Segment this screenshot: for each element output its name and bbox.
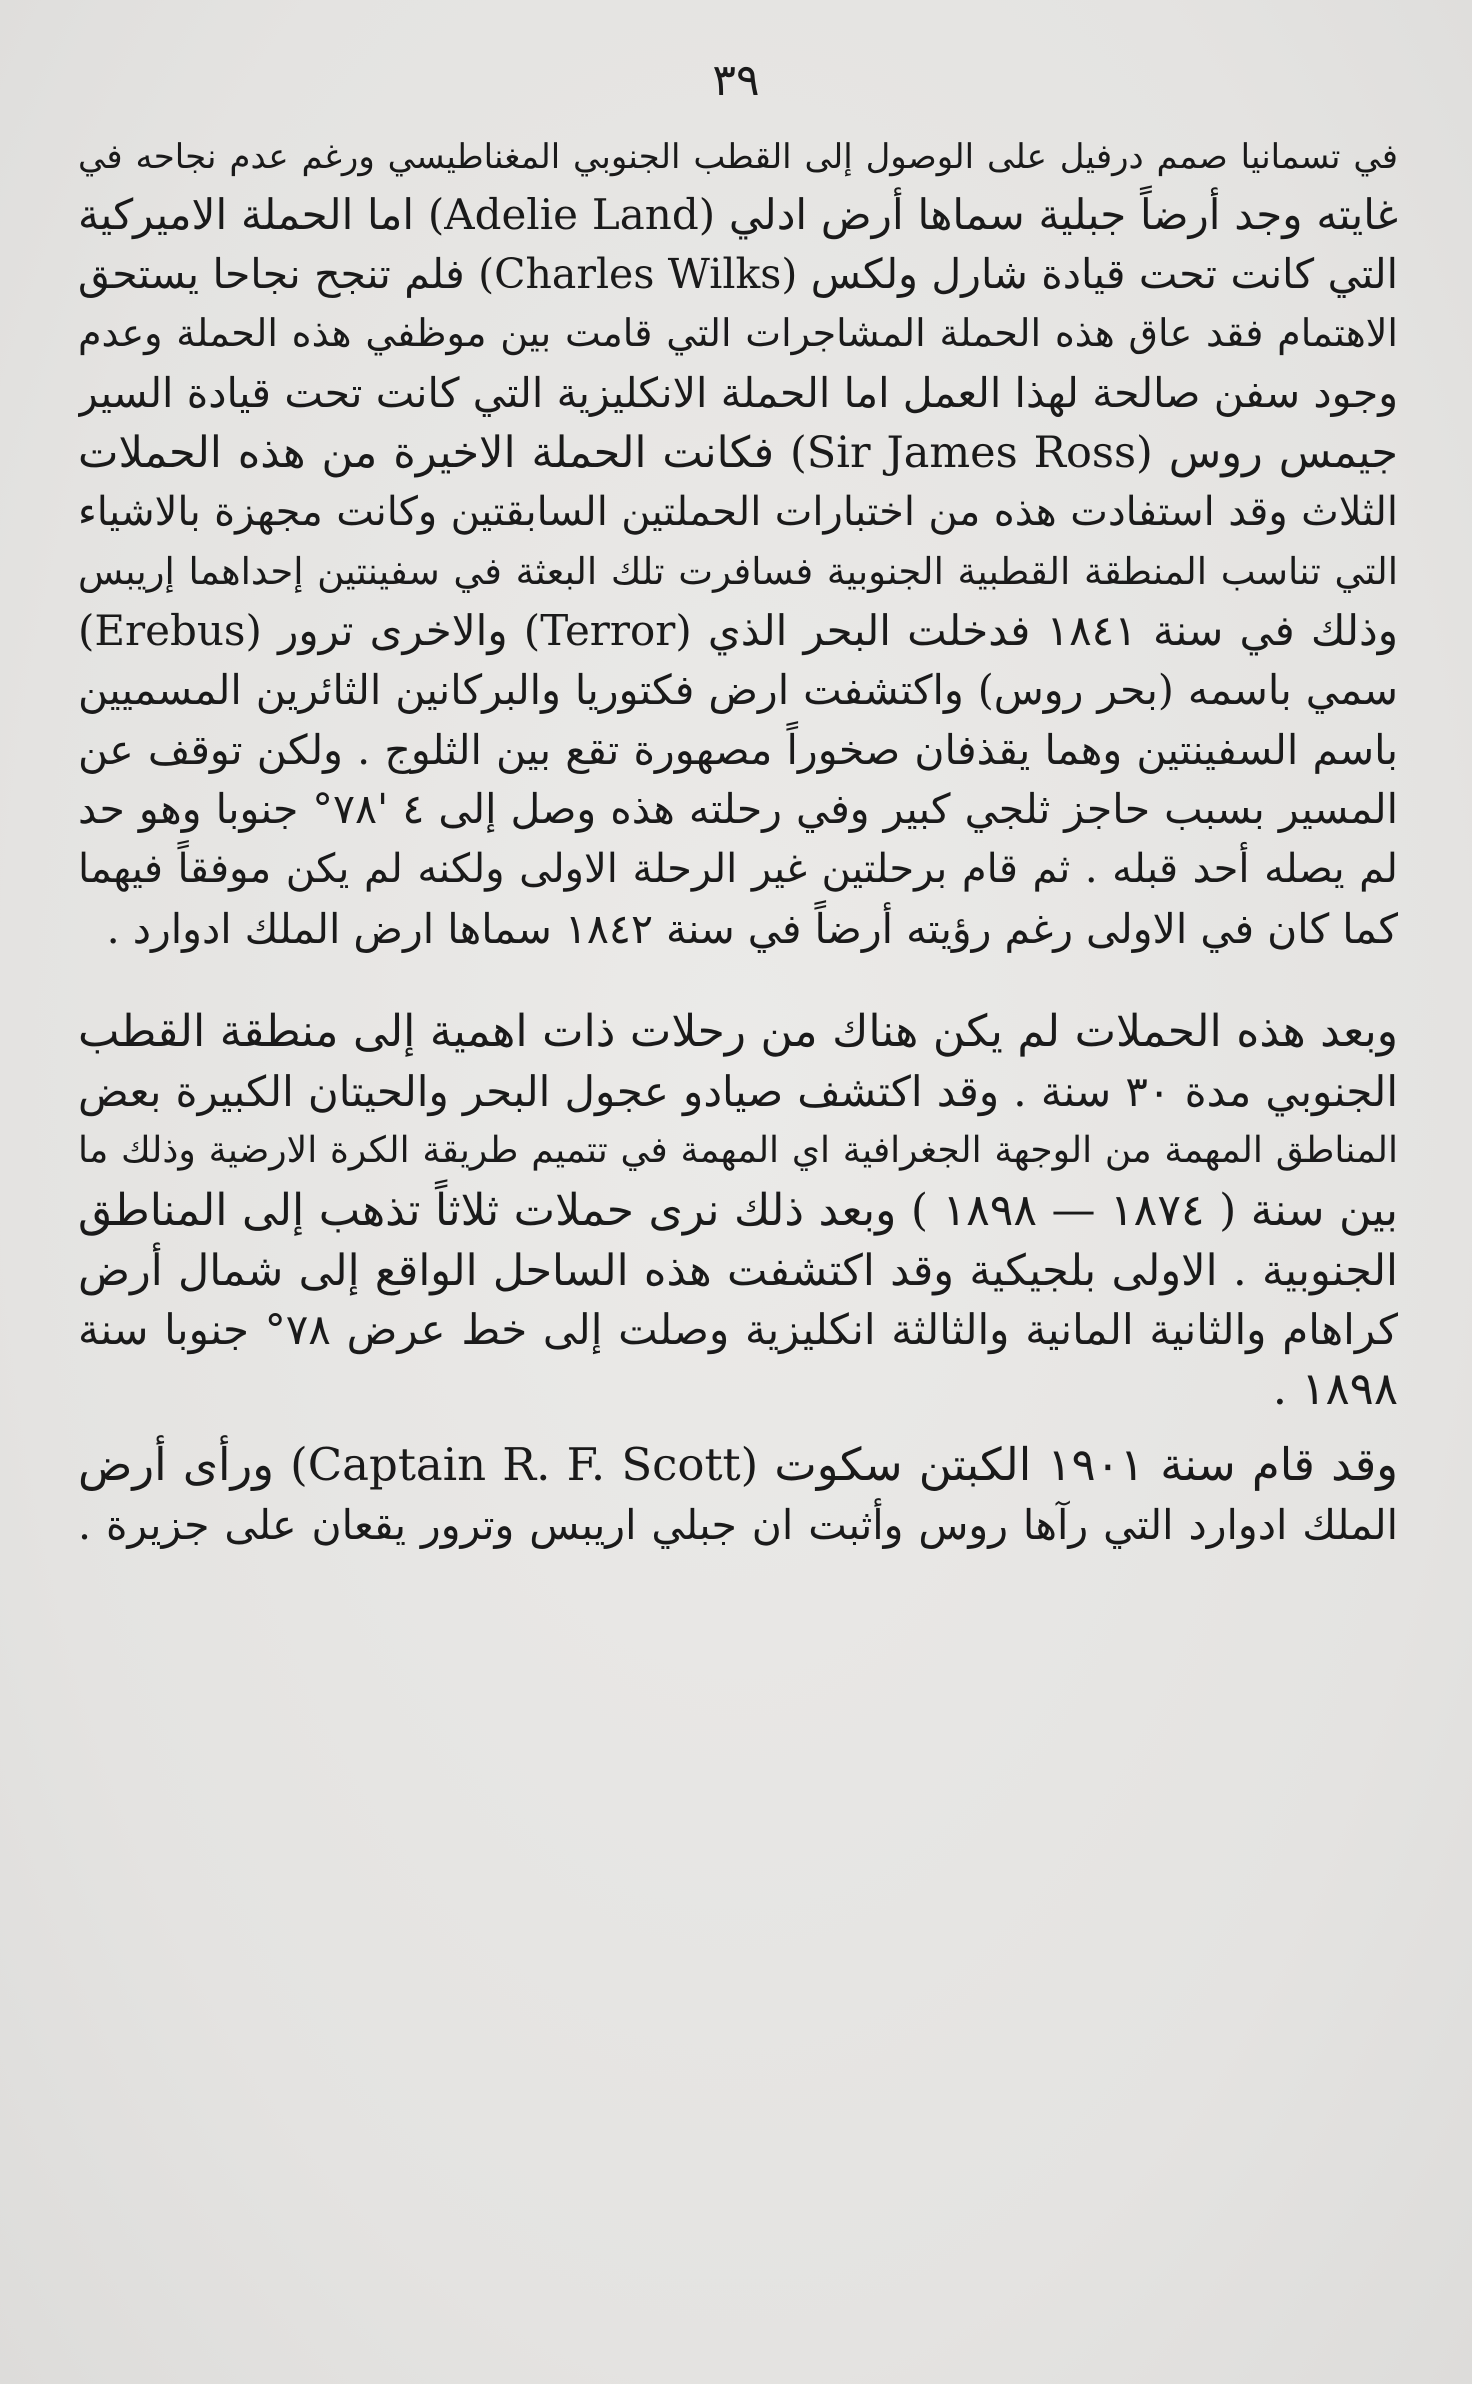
paragraph-2-line-3: المناطق المهمة من الوجهة الجغرافية اي المهمة في تتميم طريقة الكرة الارضية وذلك ما xyxy=(78,1130,1398,1171)
paragraph-1-line-14: كما كان في الاولى رغم رؤيته أرضاً في سنة ١٨٤٢ سماها ارض الملك ادوارد . xyxy=(106,905,1398,953)
paragraph-1-line-6: جيمس روس (Sir James Ross) فكانت الحملة الاخيرة من هذه الحملات xyxy=(78,428,1398,478)
paragraph-1-line-13: لم يصله أحد قبله . ثم قام برحلتين غير الرحلة الاولى ولكنه لم يكن موفقاً فيهما xyxy=(78,846,1398,892)
paragraph-2-line-5: الجنوبية . الاولى بلجيكية وقد اكتشفت هذه الساحل الواقع إلى شمال أرض xyxy=(78,1246,1398,1296)
paragraph-3-line-1: وقد قام سنة ١٩٠١ الكبتن سكوت (Captain R. F. Scott) ورأى أرض xyxy=(78,1438,1398,1491)
paragraph-1-line-12: المسير بسبب حاجز ثلجي كبير وفي رحلته هذه وصل إلى ٤ '٧٨° جنوبا وهو حد xyxy=(78,785,1398,833)
paragraph-2-line-7: . ١٨٩٨ xyxy=(1272,1362,1398,1415)
paragraph-1-line-11: باسم السفينتين وهما يقذفان صخوراً مصهورة تقع بين الثلوج . ولكن توقف عن xyxy=(78,726,1398,774)
paragraph-1-line-3: التي كانت تحت قيادة شارل ولكس (Charles Wilks) فلم تنجح نجاحا يستحق xyxy=(78,250,1398,298)
paragraph-1-line-2: غايته وجد أرضاً جبلية سماها أرض ادلي (Adelie Land) اما الحملة الاميركية xyxy=(78,190,1398,239)
paragraph-1-line-5: وجود سفن صالحة لهذا العمل اما الحملة الانكليزية التي كانت تحت قيادة السير xyxy=(78,369,1398,417)
paragraph-2-line-2: الجنوبي مدة ٣٠ سنة . وقد اكتشف صيادو عجول البحر والحيتان الكبيرة بعض xyxy=(78,1067,1398,1116)
paragraph-3-line-2: الملك ادوارد التي رآها روس وأثبت ان جبلي اريبس وترور يقعان على جزيرة . xyxy=(78,1501,1398,1549)
paragraph-2-line-4: بين سنة ( ١٨٧٤ — ١٨٩٨ ) وبعد ذلك نرى حملات ثلاثاً تذهب إلى المناطق xyxy=(78,1185,1398,1236)
page-number: ٣٩ xyxy=(712,55,760,106)
paragraph-2-line-6: كراهام والثانية المانية والثالثة انكليزية وصلت إلى خط عرض ٧٨° جنوبا سنة xyxy=(78,1305,1398,1354)
paragraph-1-line-9: (Erebus) والاخرى ترور (Terror) وذلك في سنة ١٨٤١ فدخلت البحر الذي xyxy=(78,606,1398,655)
paragraph-1-line-1: في تسمانيا صمم درفيل على الوصول إلى القطب الجنوبي المغناطيسي ورغم عدم نجاحه في xyxy=(78,137,1398,177)
paragraph-1-line-8: التي تناسب المنطقة القطبية الجنوبية فسافرت تلك البعثة في سفينتين إحداهما إريبس xyxy=(78,550,1398,593)
paragraph-2-line-1: وبعد هذه الحملات لم يكن هناك من رحلات ذات اهمية إلى منطقة القطب xyxy=(78,1006,1398,1057)
paragraph-1-line-7: الثلاث وقد استفادت هذه من اختبارات الحملتين السابقتين وكانت مجهزة بالاشياء xyxy=(78,489,1398,535)
paragraph-1-line-10: سمي باسمه (بحر روس) واكتشفت ارض فكتوريا والبركانين الثائرين المسميين xyxy=(78,666,1398,714)
paragraph-1-line-4: الاهتمام فقد عاق هذه الحملة المشاجرات التي قامت بين موظفي هذه الحملة وعدم xyxy=(78,311,1398,355)
